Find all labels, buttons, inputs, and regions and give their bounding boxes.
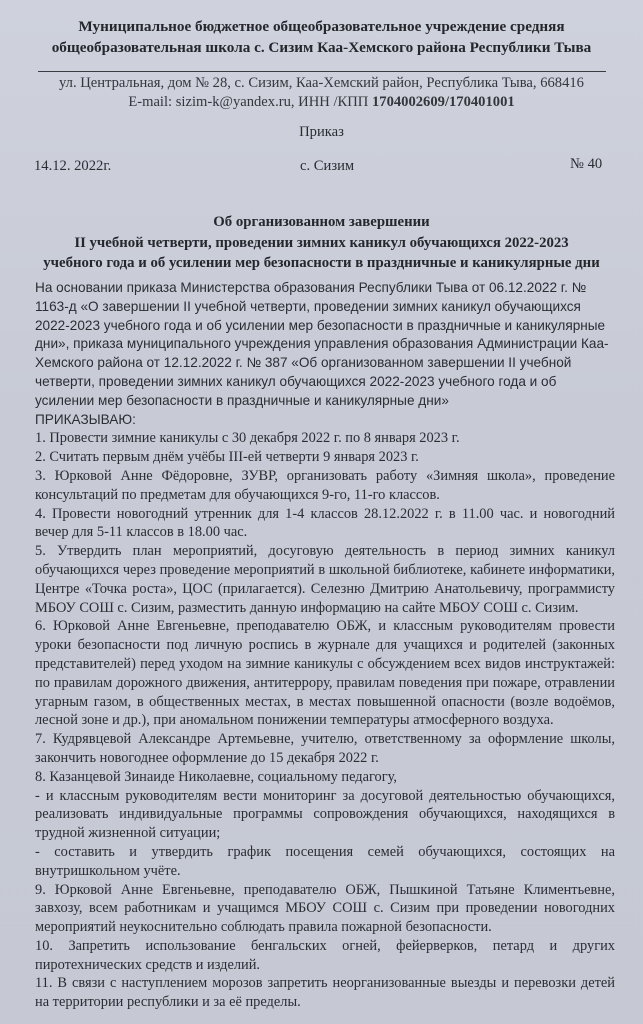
basis-line: дни», приказа муниципального учреждения управления образования Администрации Каа- [35,336,609,352]
basis-line: 2022-2023 учебного года и об усилении мер безопасности в праздничные и каникулярные [35,317,606,333]
order-body [35,279,615,1012]
directive: ПРИКАЗЫВАЮ: [35,411,136,427]
order-item-10: 10. Запретить использование бенгальских огней, фейерверков, петард и других пиротехнических средств и изделий. [35,937,615,973]
basis-line: На основании приказа Министерства образования Республики Тыва от 06.12.2022 г. № [35,280,587,295]
order-item-5: 5. Утвердить план мероприятий, досуговую деятельность в период зимних каникул обучающихся через проведение мероприятий в школьной библиотеке, кабинете информатики, Центре «Точка роста», ЦОС (прилагается). Селезню Дмитрию Анатольевичу, программисту МБОУ СОШ с. Сизим, разместить данную информацию на сайте МБОУ СОШ с. Сизим. [35,543,615,616]
order-item-1: 1. Провести зимние каникулы с 30 декабря 2022 г. по 8 января 2023 г. [35,430,460,447]
order-item-3: 3. Юрковой Анне Фёдоровне, ЗУВР, организовать работу «Зимняя школа», проведение консультаций по предметам для обучающихся 9-го, 11-го классов. [35,467,615,503]
basis-line: усилении мер безопасности в праздничные и каникулярные дни» [35,392,449,408]
org-line-1: Муниципальное бюджетное общеобразовательное учреждение средняя [78,18,565,35]
basis-paragraph [35,279,615,411]
order-number: № 40 [570,156,603,172]
order-place: с. Сизим [300,158,355,174]
header-divider [38,71,606,72]
order-title: Приказ [299,124,344,140]
order-item-8-sub-2: - составить и утвердить график посещения семей обучающихся, состоящих на внутришкольном учёте. [35,843,615,879]
order-subject [0,212,643,274]
email-text: E-mail: sizim-k@yandex.ru, ИНН /КПП [128,94,372,110]
address: ул. Центральная, дом № 28, с. Сизим, Каа-Хемский район, Республика Тыва, 668416 [59,75,584,91]
order-item-11: 11. В связи с наступлением морозов запретить неорганизованные выезды и перевозки детей на территории республики и за её пределы. [35,975,615,1011]
org-line-2: общеобразовательная школа с. Сизим Каа-Хемского района Республики Тыва [51,39,592,56]
organization-contacts [0,74,643,112]
order-item-6: 6. Юрковой Анне Евгеньевне, преподавателю ОБЖ, и классным руководителям провести уроки безопасности под личную роспись в журнале для учащихся и родителей (законных представителей) перед уходом на зимние каникулы с обсуждением всех видов инструктажей: по правилам дорожного движения, антитеррору, правилам поведения при пожаре, отравлении угарным газом, в общественных местах, в местах повышенной опасности (возле водоёмов, лесной зоне и др.), при аномальном понижении температуры атмосферного воздуха. [35,618,615,729]
basis-line: Хемского района от 12.12.2022 г. № 387 «Об организованном завершении II учебной [35,355,572,371]
email-line [0,93,643,112]
inn-kpp: 1704002609/170401001 [371,94,515,110]
order-item-7: 7. Кудрявцевой Александре Артемьевне, учителю, ответственному за оформление школы, закончить новогоднее оформление до 15 декабря 2022 г. [35,731,615,766]
subject-line-3: учебного года и об усилении мер безопасности в праздничные и каникулярные дни [43,255,600,271]
order-item-8: 8. Казанцевой Зинаиде Николаевне, социальному педагогу, [35,768,398,785]
basis-line: 1163-д «О завершении II учебной четверти, проведении зимних каникул обучающихся [35,298,581,314]
basis-line: четверти, проведении зимних каникул обучающихся 2022-2023 учебного года и об [35,373,557,389]
order-item-9: 9. Юрковой Анне Евгеньевне, преподавателю ОБЖ, Пышкиной Татьяне Климентьевне, завхозу, всем работникам и учащимся МБОУ СОШ с. Сизим при проведении новогодних мероприятий неукоснительно соблюдать правила пожарной безопасности. [35,881,615,936]
order-item-4: 4. Провести новогодний утренник для 1-4 классов 28.12.2022 г. в 11.00 час. и новогодний вечер для 5-11 классов в 18.00 час. [35,505,615,541]
order-item-2: 2. Считать первым днём учёбы III-ей четверти 9 января 2023 г. [35,449,419,466]
subject-line-2: II учебной четверти, проведении зимних каникул обучающихся 2022-2023 [74,234,569,251]
order-date: 14.12. 2022г. [34,158,112,174]
subject-line-1: Об организованном завершении [213,214,430,230]
order-item-8-sub-1: - и классным руководителям вести мониторинг за досуговой деятельностью обучающихся, реализовать индивидуальные программы сопровождения обучающихся, находящихся в трудной жизненной ситуации; [35,787,615,842]
organization-name [0,16,643,58]
